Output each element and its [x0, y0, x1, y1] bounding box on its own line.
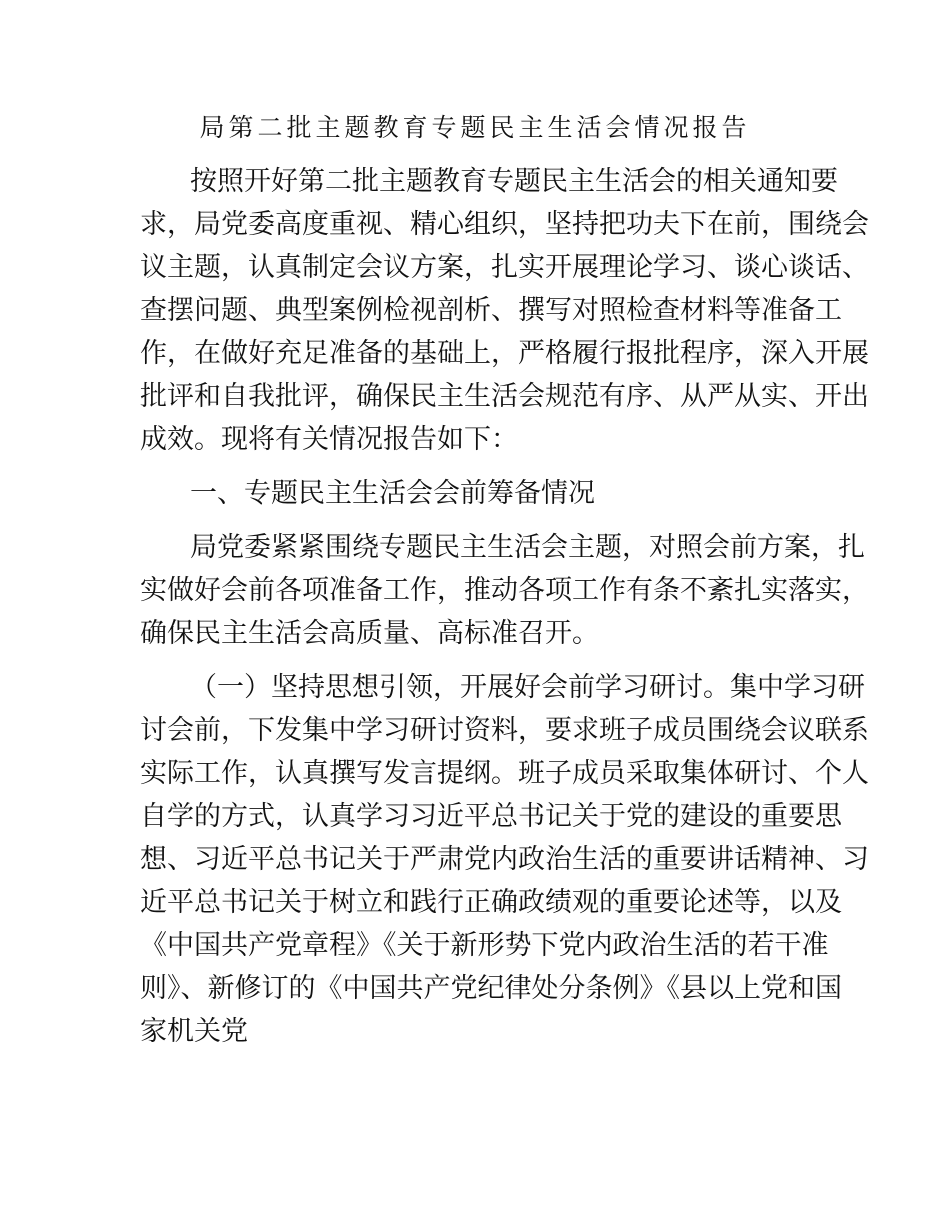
text-line: 实做好会前各项准备工作，推动各项工作有条不紊扎实落实，	[140, 575, 869, 606]
text-line: 则》、新修订的《中国共产党纪律处分条例》《县以上党和国	[140, 973, 842, 1004]
paragraph-gap	[140, 461, 812, 472]
text-line: 议主题，认真制定会议方案，扎实开展理论学习、谈心谈话、	[140, 252, 869, 283]
section-heading	[140, 472, 812, 515]
document-body	[140, 160, 869, 1053]
text-line: 自学的方式，认真学习习近平总书记关于党的建设的重要思	[140, 801, 842, 832]
text-line: 局党委紧紧围绕专题民主生活会主题，对照会前方案，扎	[190, 532, 865, 563]
text-line: 批评和自我批评，确保民主生活会规范有序、从严从实、开出	[140, 381, 869, 412]
paragraph-gap	[140, 655, 812, 666]
text-line: 家机关党	[140, 1016, 248, 1047]
paragraph	[140, 666, 869, 1053]
text-line: 查摆问题、典型案例检视剖析、撰写对照检查材料等准备工	[140, 295, 842, 326]
paragraph	[140, 526, 869, 655]
text-line: （一）坚持思想引领，开展好会前学习研讨。集中学习研	[190, 672, 865, 703]
text-line: 《中国共产党章程》《关于新形势下党内政治生活的若干准	[140, 930, 829, 961]
text-line: 确保民主生活会高质量、高标准召开。	[140, 618, 599, 649]
text-line: 想、习近平总书记关于严肃党内政治生活的重要讲话精神、习	[140, 844, 869, 875]
text-line: 一、专题民主生活会会前筹备情况	[190, 478, 595, 509]
text-line: 作，在做好充足准备的基础上，严格履行报批程序，深入开展	[140, 338, 869, 369]
text-line: 按照开好第二批主题教育专题民主生活会的相关通知要	[190, 166, 838, 197]
paragraph-gap	[140, 515, 812, 526]
paragraph	[140, 160, 869, 461]
text-line: 求，局党委高度重视、精心组织，坚持把功夫下在前，围绕会	[140, 209, 869, 240]
text-line: 讨会前，下发集中学习研讨资料，要求班子成员围绕会议联系	[140, 715, 869, 746]
document-title: 局第二批主题教育专题民主生活会情况报告	[199, 113, 751, 142]
text-line: 成效。现将有关情况报告如下：	[140, 424, 518, 455]
text-line: 近平总书记关于树立和践行正确政绩观的重要论述等，以及	[140, 887, 842, 918]
text-line: 实际工作，认真撰写发言提纲。班子成员采取集体研讨、个人	[140, 758, 869, 789]
